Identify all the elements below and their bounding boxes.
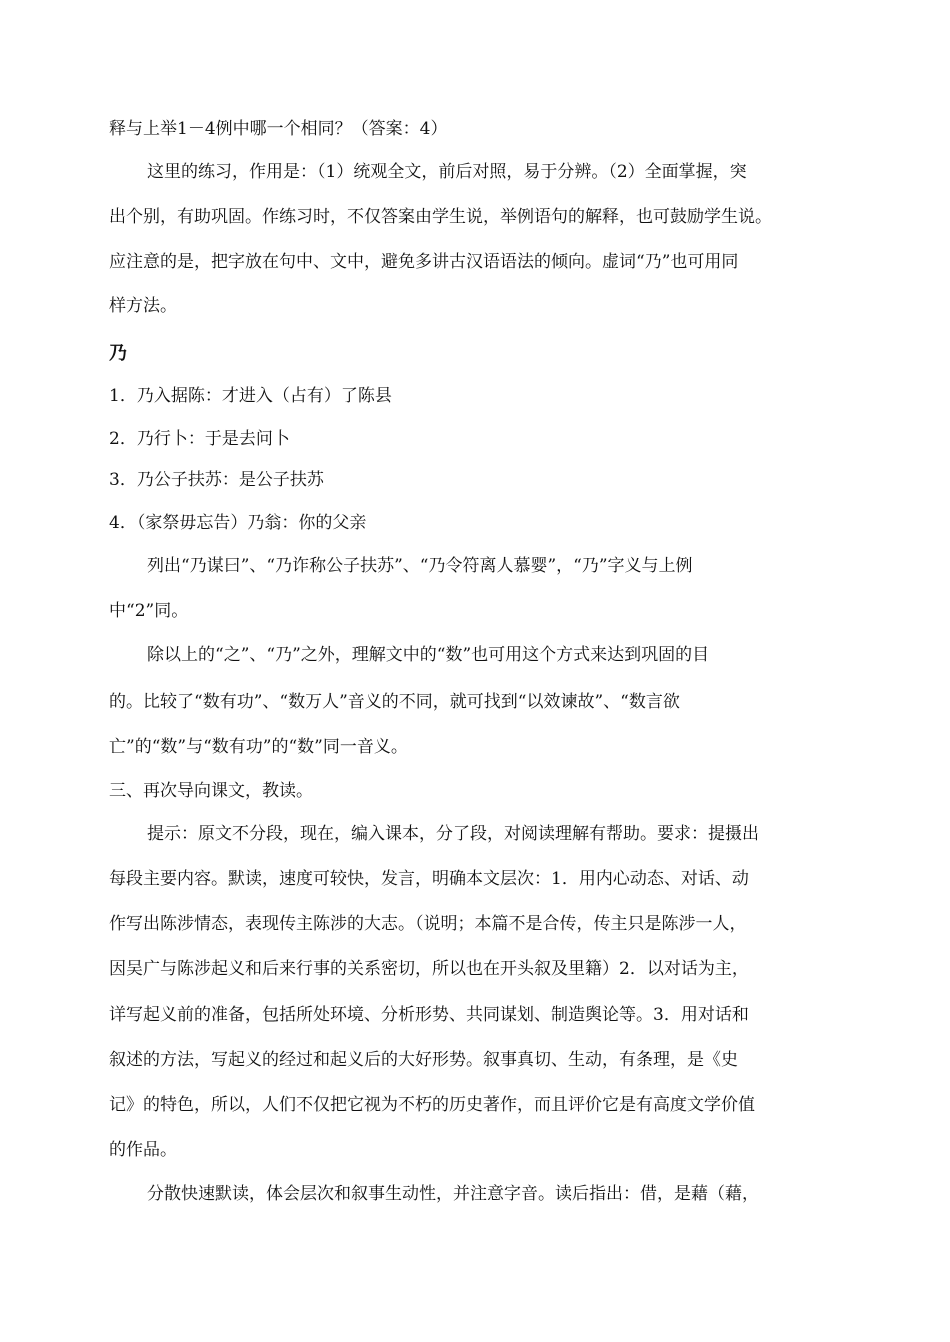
- text-line-21: 详写起义前的准备，包括所处环境、分析形势、共同谋划、制造舆论等。3．用对话和: [109, 1005, 749, 1025]
- list-item-4: 4．（家祭毋忘告）乃翁：你的父亲: [109, 513, 367, 533]
- text-line-23: 记》的特色，所以，人们不仅把它视为不朽的历史著作，而且评价它是有高度文学价值: [109, 1095, 755, 1115]
- text-line-12: 中“2”同。: [109, 601, 189, 621]
- text-line-22: 叙述的方法，写起义的经过和起义后的大好形势。叙事真切、生动，有条理，是《史: [109, 1050, 738, 1070]
- section-heading-3: 三、再次导向课文，教读。: [109, 781, 313, 801]
- text-line-20: 因吴广与陈涉起义和后来行事的关系密切，所以也在开头叙及里籍）2．以对话为主，: [109, 959, 749, 979]
- text-line-19: 作写出陈涉情态，表现传主陈涉的大志。（说明；本篇不是合传，传主只是陈涉一人，: [109, 914, 747, 934]
- text-line-2: 这里的练习，作用是：（1）统观全文，前后对照，易于分辨。（2）全面掌握，突: [147, 162, 747, 182]
- text-line-24: 的作品。: [109, 1140, 177, 1160]
- text-line-15: 亡”的“数”与“数有功”的“数”同一音义。: [109, 737, 408, 757]
- text-line-4: 应注意的是，把字放在句中、文中，避免多讲古汉语语法的倾向。虚词“乃”也可用同: [109, 252, 739, 272]
- text-line-17: 提示：原文不分段，现在，编入课本，分了段，对阅读理解有帮助。要求：提摄出: [147, 824, 759, 844]
- text-line-13: 除以上的“之”、“乃”之外，理解文中的“数”也可用这个方式来达到巩固的目: [147, 645, 710, 665]
- text-line-5: 样方法。: [109, 296, 177, 316]
- text-line-14: 的。比较了“数有功”、“数万人”音义的不同，就可找到“以效谏故”、“数言欲: [109, 692, 680, 712]
- list-item-3: 3．乃公子扶苏：是公子扶苏: [109, 470, 324, 490]
- text-line-18: 每段主要内容。默读，速度可较快，发言，明确本文层次：1．用内心动态、对话、动: [109, 869, 749, 889]
- text-line-1: 释与上举1－4例中哪一个相同？（答案：4）: [109, 119, 448, 139]
- text-line-11: 列出“乃谋曰”、“乃诈称公子扶苏”、“乃令符离人慕婴”，“乃”字义与上例: [147, 556, 693, 576]
- text-line-25: 分散快速默读，体会层次和叙事生动性，并注意字音。读后指出：借，是藉（藉，: [147, 1184, 759, 1204]
- list-item-1: 1．乃入据陈：才进入（占有）了陈县: [109, 386, 392, 406]
- section-heading-nai: 乃: [109, 343, 127, 364]
- text-line-3: 出个别，有助巩固。作练习时，不仅答案由学生说，举例语句的解释，也可鼓励学生说。: [109, 207, 772, 227]
- list-item-2: 2．乃行卜：于是去问卜: [109, 429, 290, 449]
